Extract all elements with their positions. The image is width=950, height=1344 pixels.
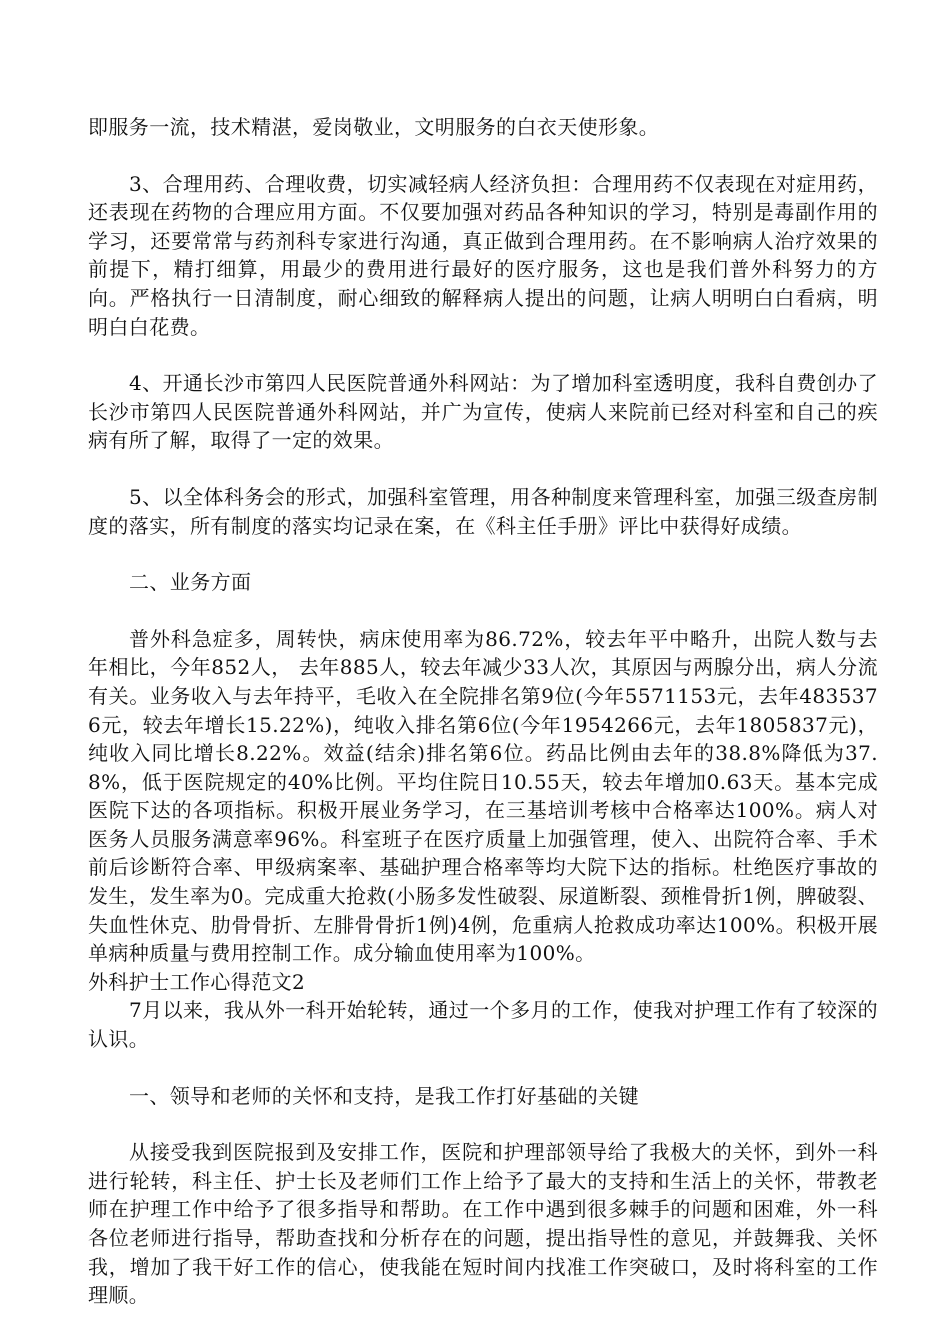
paragraph-rotation-intro: 7月以来，我从外一科开始轮转，通过一个多月的工作，使我对护理工作有了较深的认识。 [88,998,878,1052]
section-heading-business: 二、业务方面 [129,570,252,595]
paragraph-leadership-support: 从接受我到医院报到及安排工作，医院和护理部领导给了我极大的关怀，到外一科进行轮转，科主任、护士长及老师们工作上给予了最大的支持和生活上的关怀，带教老师在护理工作中给予了很多指导和帮助。在工作中遇到很多棘手的问题和困难，外一科各位老师进行指导，帮助查找和分析存在的问题，提出指导性的意见，并鼓舞我、关怀我，增加了我干好工作的信心，使我能在短时间内找准工作突破口，及时将科室的工作理顺。 [88,1140,878,1308]
paragraph-department-meeting: 5、以全体科务会的形式，加强科室管理，用各种制度来管理科室，加强三级查房制度的落实，所有制度的落实均记录在案，在《科主任手册》评比中获得好成绩。 [88,484,878,538]
section-heading-leadership: 一、领导和老师的关怀和支持，是我工作打好基础的关键 [129,1083,639,1108]
paragraph-website: 4、开通长沙市第四人民医院普通外科网站：为了增加科室透明度，我科自费创办了长沙市第四人民医院普通外科网站，并广为宣传，使病人来院前已经对科室和自己的疾病有所了解，取得了一定的效果。 [88,371,878,453]
paragraph-business-stats: 普外科急症多，周转快，病床使用率为86.72%，较去年平中略升，出院人数与去年相比，今年852人， 去年885人，较去年减少33人次，其原因与两腺分出，病人分流有关。业务收入与去年持平，毛收入在全院排名第9位(今年5571153元，去年4835376元，较去年增长15.22%)，纯收入排名第6位(今年1954266元，去年1805837元)，纯收入同比增长8.22%。效益(结余)排名第6位。药品比例由去年的38.8%降低为37.8%，低于医院规定的40%比例。平均住院日10.55天，较去年增加0.63天。基本完成医院下达的各项指标。积极开展业务学习，在三基培训考核中合格率达100%。病人对医务人员服务满意率96%。科室班子在医疗质量上加强管理，使入、出院符合率、手术前后诊断符合率、甲级病案率、基础护理合格率等均大院下达的指标。杜绝医疗事故的发生，发生率为0。完成重大抢救(小肠多发性破裂、尿道断裂、颈椎骨折1例，脾破裂、失血性休克、肋骨骨折、左腓骨骨折1例)4例，危重病人抢救成功率达100%。积极开展单病种质量与费用控制工作。成分输血使用率为100%。 [88,626,878,966]
paragraph-rational-medication: 3、合理用药、合理收费，切实减轻病人经济负担：合理用药不仅表现在对症用药，还表现在药物的合理应用方面。不仅要加强对药品各种知识的学习，特别是毒副作用的学习，还要常常与药剂科专家进行沟通，真正做到合理用药。在不影响病人治疗效果的前提下，精打细算，用最少的费用进行最好的医疗服务，这也是我们普外科努力的方向。严格执行一日清制度，耐心细致的解释病人提出的问题，让病人明明白白看病，明明白白花费。 [88,171,878,339]
document-body [88,113,878,1310]
article-title-sample-2: 外科护士工作心得范文2 [88,969,306,994]
paragraph-service-image: 即服务一流，技术精湛，爱岗敬业，文明服务的白衣天使形象。 [88,115,660,139]
